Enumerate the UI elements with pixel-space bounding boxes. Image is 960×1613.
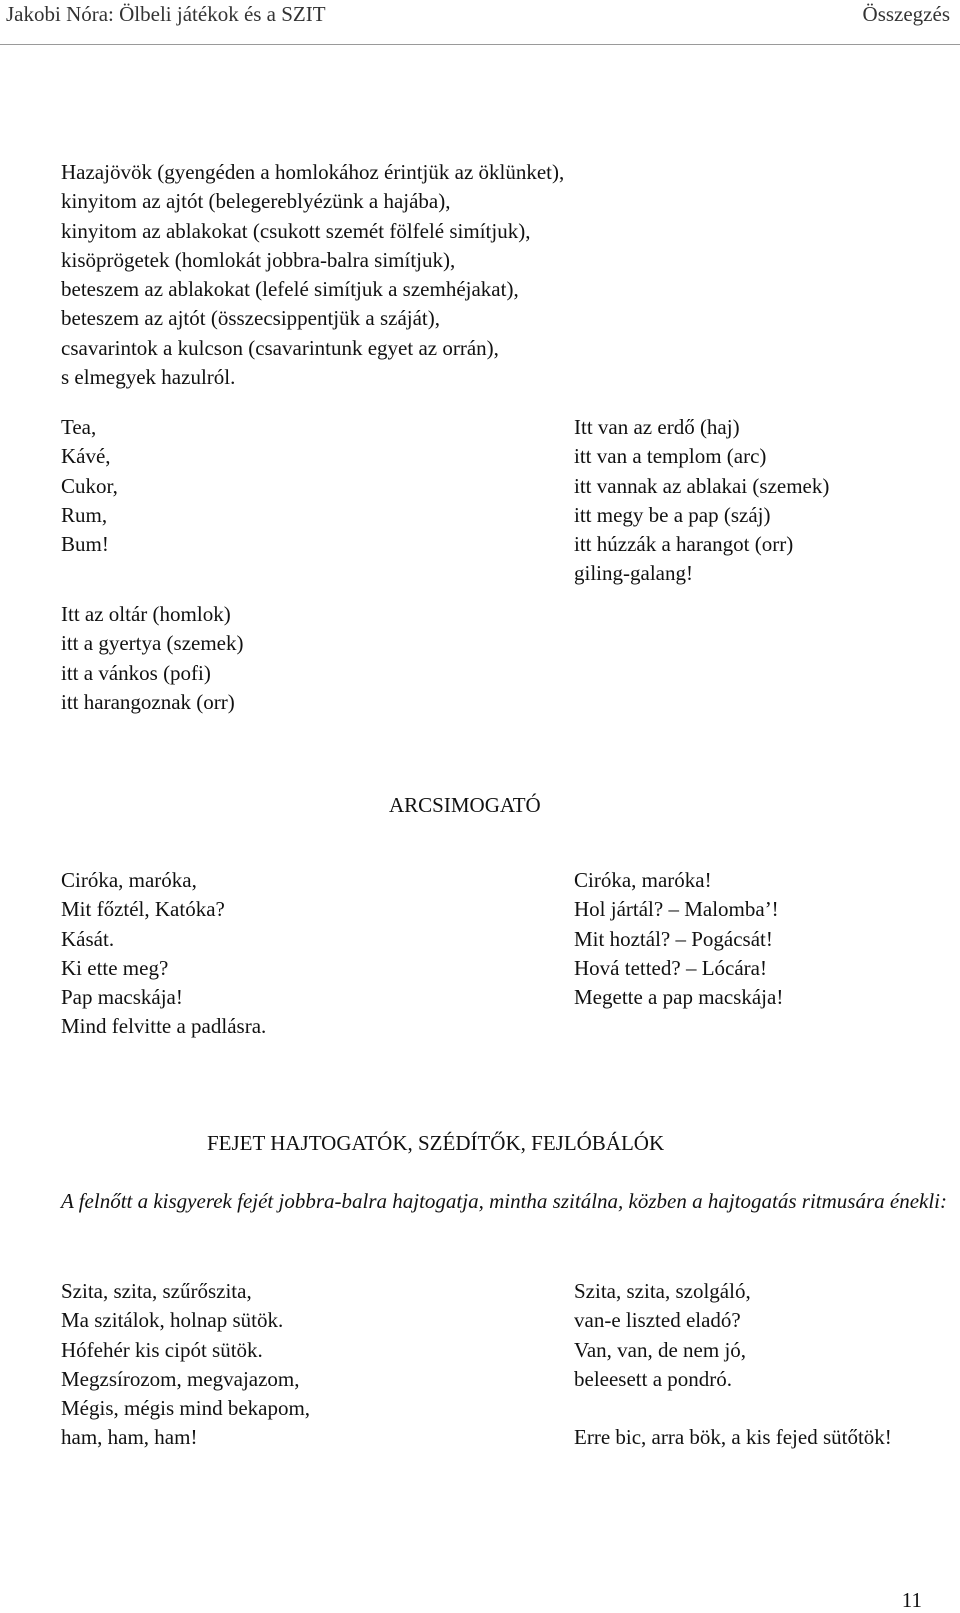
header-title: Jakobi Nóra: Ölbeli játékok és a SZIT (6, 2, 326, 26)
verse-line: Van, van, de nem jó, (574, 1337, 747, 1362)
verse-line: itt a gyertya (szemek) (61, 631, 244, 656)
rhyme-szita-right (574, 1277, 892, 1453)
rhyme-szita-left (61, 1277, 310, 1453)
verse-line: Kását. (61, 926, 115, 951)
verse-line: Mit főztél, Katóka? (61, 897, 225, 922)
verse-line: Mit hoztál? – Pogácsát! (574, 926, 773, 951)
verse-line: itt vannak az ablakai (szemek) (574, 473, 830, 498)
verse-line: Mind felvitte a padlásra. (61, 1014, 267, 1039)
rhyme-ciroka-left (61, 866, 266, 1042)
verse-line: itt harangoznak (orr) (61, 689, 235, 714)
verse-line: Hazajövök (gyengéden a homlokához érintjük az öklünket), (61, 160, 565, 184)
verse-line: Tea, (61, 415, 97, 439)
page-header (0, 0, 960, 45)
verse-line: beteszem az ajtót (összecsippentjük a száját), (61, 306, 441, 331)
verse-line: Rum, (61, 502, 108, 527)
rhyme-tea (61, 413, 118, 559)
section-title-arcsimogato: ARCSIMOGATÓ (389, 793, 541, 817)
verse-line: itt van a templom (arc) (574, 444, 767, 469)
verse-line: Ciróka, maróka! (574, 868, 712, 892)
verse-line: csavarintok a kulcson (csavarintunk egyet az orrán), (61, 335, 499, 360)
verse-line: van-e liszted eladó? (574, 1308, 741, 1333)
section-title-fejet-hajtogatok: FEJET HAJTOGATÓK, SZÉDÍTŐK, FEJLÓBÁLÓK (207, 1131, 665, 1155)
verse-line: Bum! (61, 532, 109, 557)
verse-line: Mégis, mégis mind bekapom, (61, 1396, 311, 1421)
header-section: Összegzés (862, 2, 950, 26)
verse-line: kisöprögetek (homlokát jobbra-balra simítjuk), (61, 247, 456, 272)
verse-line: kinyitom az ablakokat (csukott szemét fölfelé simítjuk), (61, 218, 531, 243)
verse-line: Ma szitálok, holnap sütök. (61, 1308, 284, 1333)
verse-line: Szita, szita, szűrőszita, (61, 1279, 252, 1303)
verse-line: Pap macskája! (61, 985, 183, 1010)
verse-line: Megzsírozom, megvajazom, (61, 1366, 300, 1391)
verse-line: Hol jártál? – Malomba’! (574, 897, 779, 922)
verse-line: itt a vánkos (pofi) (61, 660, 211, 685)
rhyme-erdo (574, 413, 829, 589)
verse-line: itt megy be a pap (száj) (574, 502, 771, 527)
verse-line: s elmegyek hazulról. (61, 365, 236, 390)
verse-line: Hová tetted? – Lócára! (574, 955, 767, 980)
verse-line: Szita, szita, szolgáló, (574, 1279, 751, 1303)
verse-line: Ki ette meg? (61, 955, 169, 980)
verse-line: Kávé, (61, 444, 111, 469)
rhyme-oltar (61, 600, 244, 717)
verse-line: Cukor, (61, 473, 118, 498)
verse-line: Megette a pap macskája! (574, 985, 784, 1010)
verse-line: Hófehér kis cipót sütök. (61, 1337, 263, 1362)
verse-line: beteszem az ablakokat (lefelé simítjuk a szemhéjakat), (61, 277, 519, 302)
verse-line: Erre bic, arra bök, a kis fejed sütőtök! (574, 1425, 892, 1450)
page-number: 11 (901, 1588, 922, 1612)
verse-line: itt húzzák a harangot (orr) (574, 532, 794, 557)
verse-line: beleesett a pondró. (574, 1366, 733, 1391)
rhyme-ciroka-right (574, 866, 783, 1012)
verse-line: Itt az oltár (homlok) (61, 602, 231, 626)
verse-line: ham, ham, ham! (61, 1425, 198, 1450)
section-intro: A felnőtt a kisgyerek fejét jobbra-balra hajtogatja, mintha szitálna, közben a hajtogatás ritmusára énekli: (61, 1189, 947, 1213)
verse-line: Itt van az erdő (haj) (574, 415, 740, 439)
rhyme-hazajovok (61, 158, 564, 392)
verse-line: giling-galang! (574, 561, 693, 586)
verse-line: kinyitom az ajtót (belegereblyézünk a hajába), (61, 189, 451, 214)
blank-line (574, 1394, 892, 1423)
verse-line: Ciróka, maróka, (61, 868, 197, 892)
